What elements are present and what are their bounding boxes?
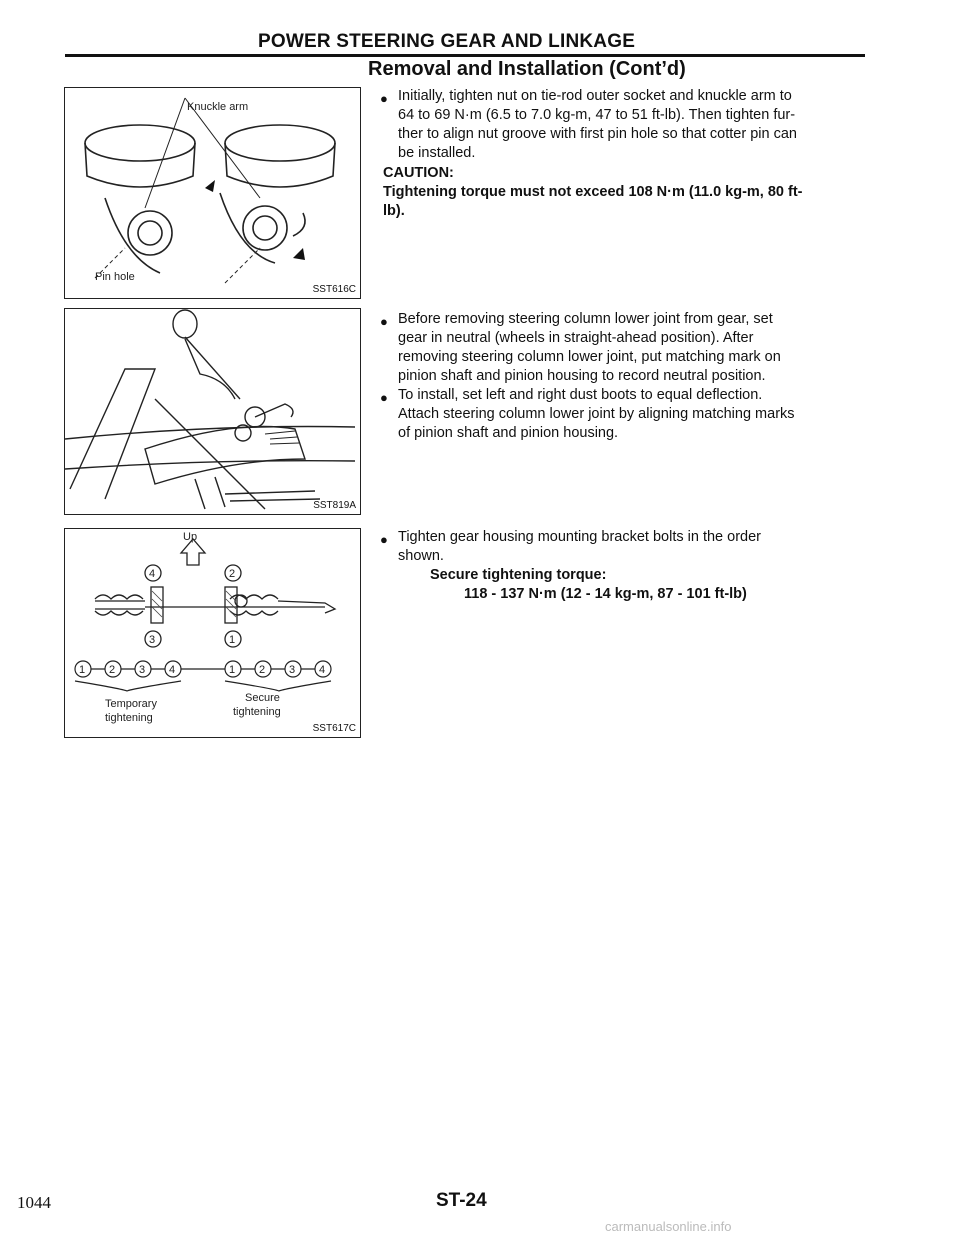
paragraph-tighten-bracket: Tighten gear housing mounting bracket bolts in the order shown. Secure tightening torque: 118 - 137 N·m (12 - 14 kg-m, 87 - 101 ft-lb) (398, 528, 868, 604)
figure-id: SST617C (312, 723, 356, 734)
bullet: ● (380, 532, 388, 547)
bolt-number: 2 (229, 568, 236, 580)
page-title: POWER STEERING GEAR AND LINKAGE (258, 31, 636, 52)
steering-joint-illustration (65, 309, 360, 514)
paragraph-before-removing: Before removing steering column lower joint from gear, set gear in neutral (wheels in straight-ahead position). After removing steering column lower joint, put matching mark on pinion shaft and pinion housing to record neutral position. (398, 311, 781, 384)
sequence-number: 1 (79, 664, 86, 676)
arrow-icon (205, 180, 215, 192)
watermark: carmanualsonline.info (605, 1219, 732, 1234)
sequence-number: 3 (139, 664, 146, 676)
figure-id: SST819A (313, 500, 356, 511)
bullet: ● (380, 314, 388, 329)
page-number: 1044 (17, 1193, 51, 1212)
sequence-number: 2 (109, 664, 116, 676)
secure-label: Secure (245, 692, 280, 704)
figure-id: SST616C (312, 284, 356, 295)
torque-title: Secure tightening torque: (430, 567, 607, 583)
knuckle-arm-illustration (65, 88, 360, 298)
bolt-number: 3 (149, 634, 156, 646)
torque-value: 118 - 137 N·m (12 - 14 kg-m, 87 - 101 ft-lb) (464, 586, 747, 602)
bullet: ● (380, 390, 388, 405)
section-title: Removal and Installation (Cont’d) (368, 58, 686, 80)
sequence-number: 2 (259, 664, 266, 676)
secure-label: tightening (233, 706, 281, 718)
figure-lower-joint (64, 308, 361, 515)
caution-block: CAUTION: Tightening torque must not exceed 108 N·m (11.0 kg-m, 80 ft- lb). (383, 165, 803, 219)
paragraph-tighten-nut: Initially, tighten nut on tie-rod outer socket and knuckle arm to 64 to 69 N·m (6.5 to 7.0 kg-m, 47 to 51 ft-lb). Then tighten fur- ther to align nut groove with first pin hole so that cotter pin can be installed. (398, 88, 797, 161)
figure-bolt-order (64, 528, 361, 738)
bolt-order-diagram (65, 529, 360, 737)
pin-hole-label: Pin hole (95, 271, 135, 283)
header-rule (65, 54, 865, 57)
temporary-label: tightening (105, 712, 153, 724)
up-label: Up (183, 531, 198, 543)
bolt-number: 1 (229, 634, 236, 646)
paragraph-to-install: To install, set left and right dust boots to equal deflection. Attach steering column lower joint by aligning matching marks of pinion shaft and pinion housing. (398, 387, 795, 441)
sequence-number: 3 (289, 664, 296, 676)
bullet: ● (380, 91, 388, 106)
knuckle-arm-label: Knuckle arm (187, 101, 249, 113)
sequence-number: 4 (169, 664, 176, 676)
sequence-number: 4 (319, 664, 326, 676)
temporary-label: Temporary (105, 698, 157, 710)
figure-knuckle-arm (64, 87, 361, 299)
bolt-number: 4 (149, 568, 156, 580)
sequence-number: 1 (229, 664, 236, 676)
page-code: ST-24 (436, 1190, 487, 1211)
